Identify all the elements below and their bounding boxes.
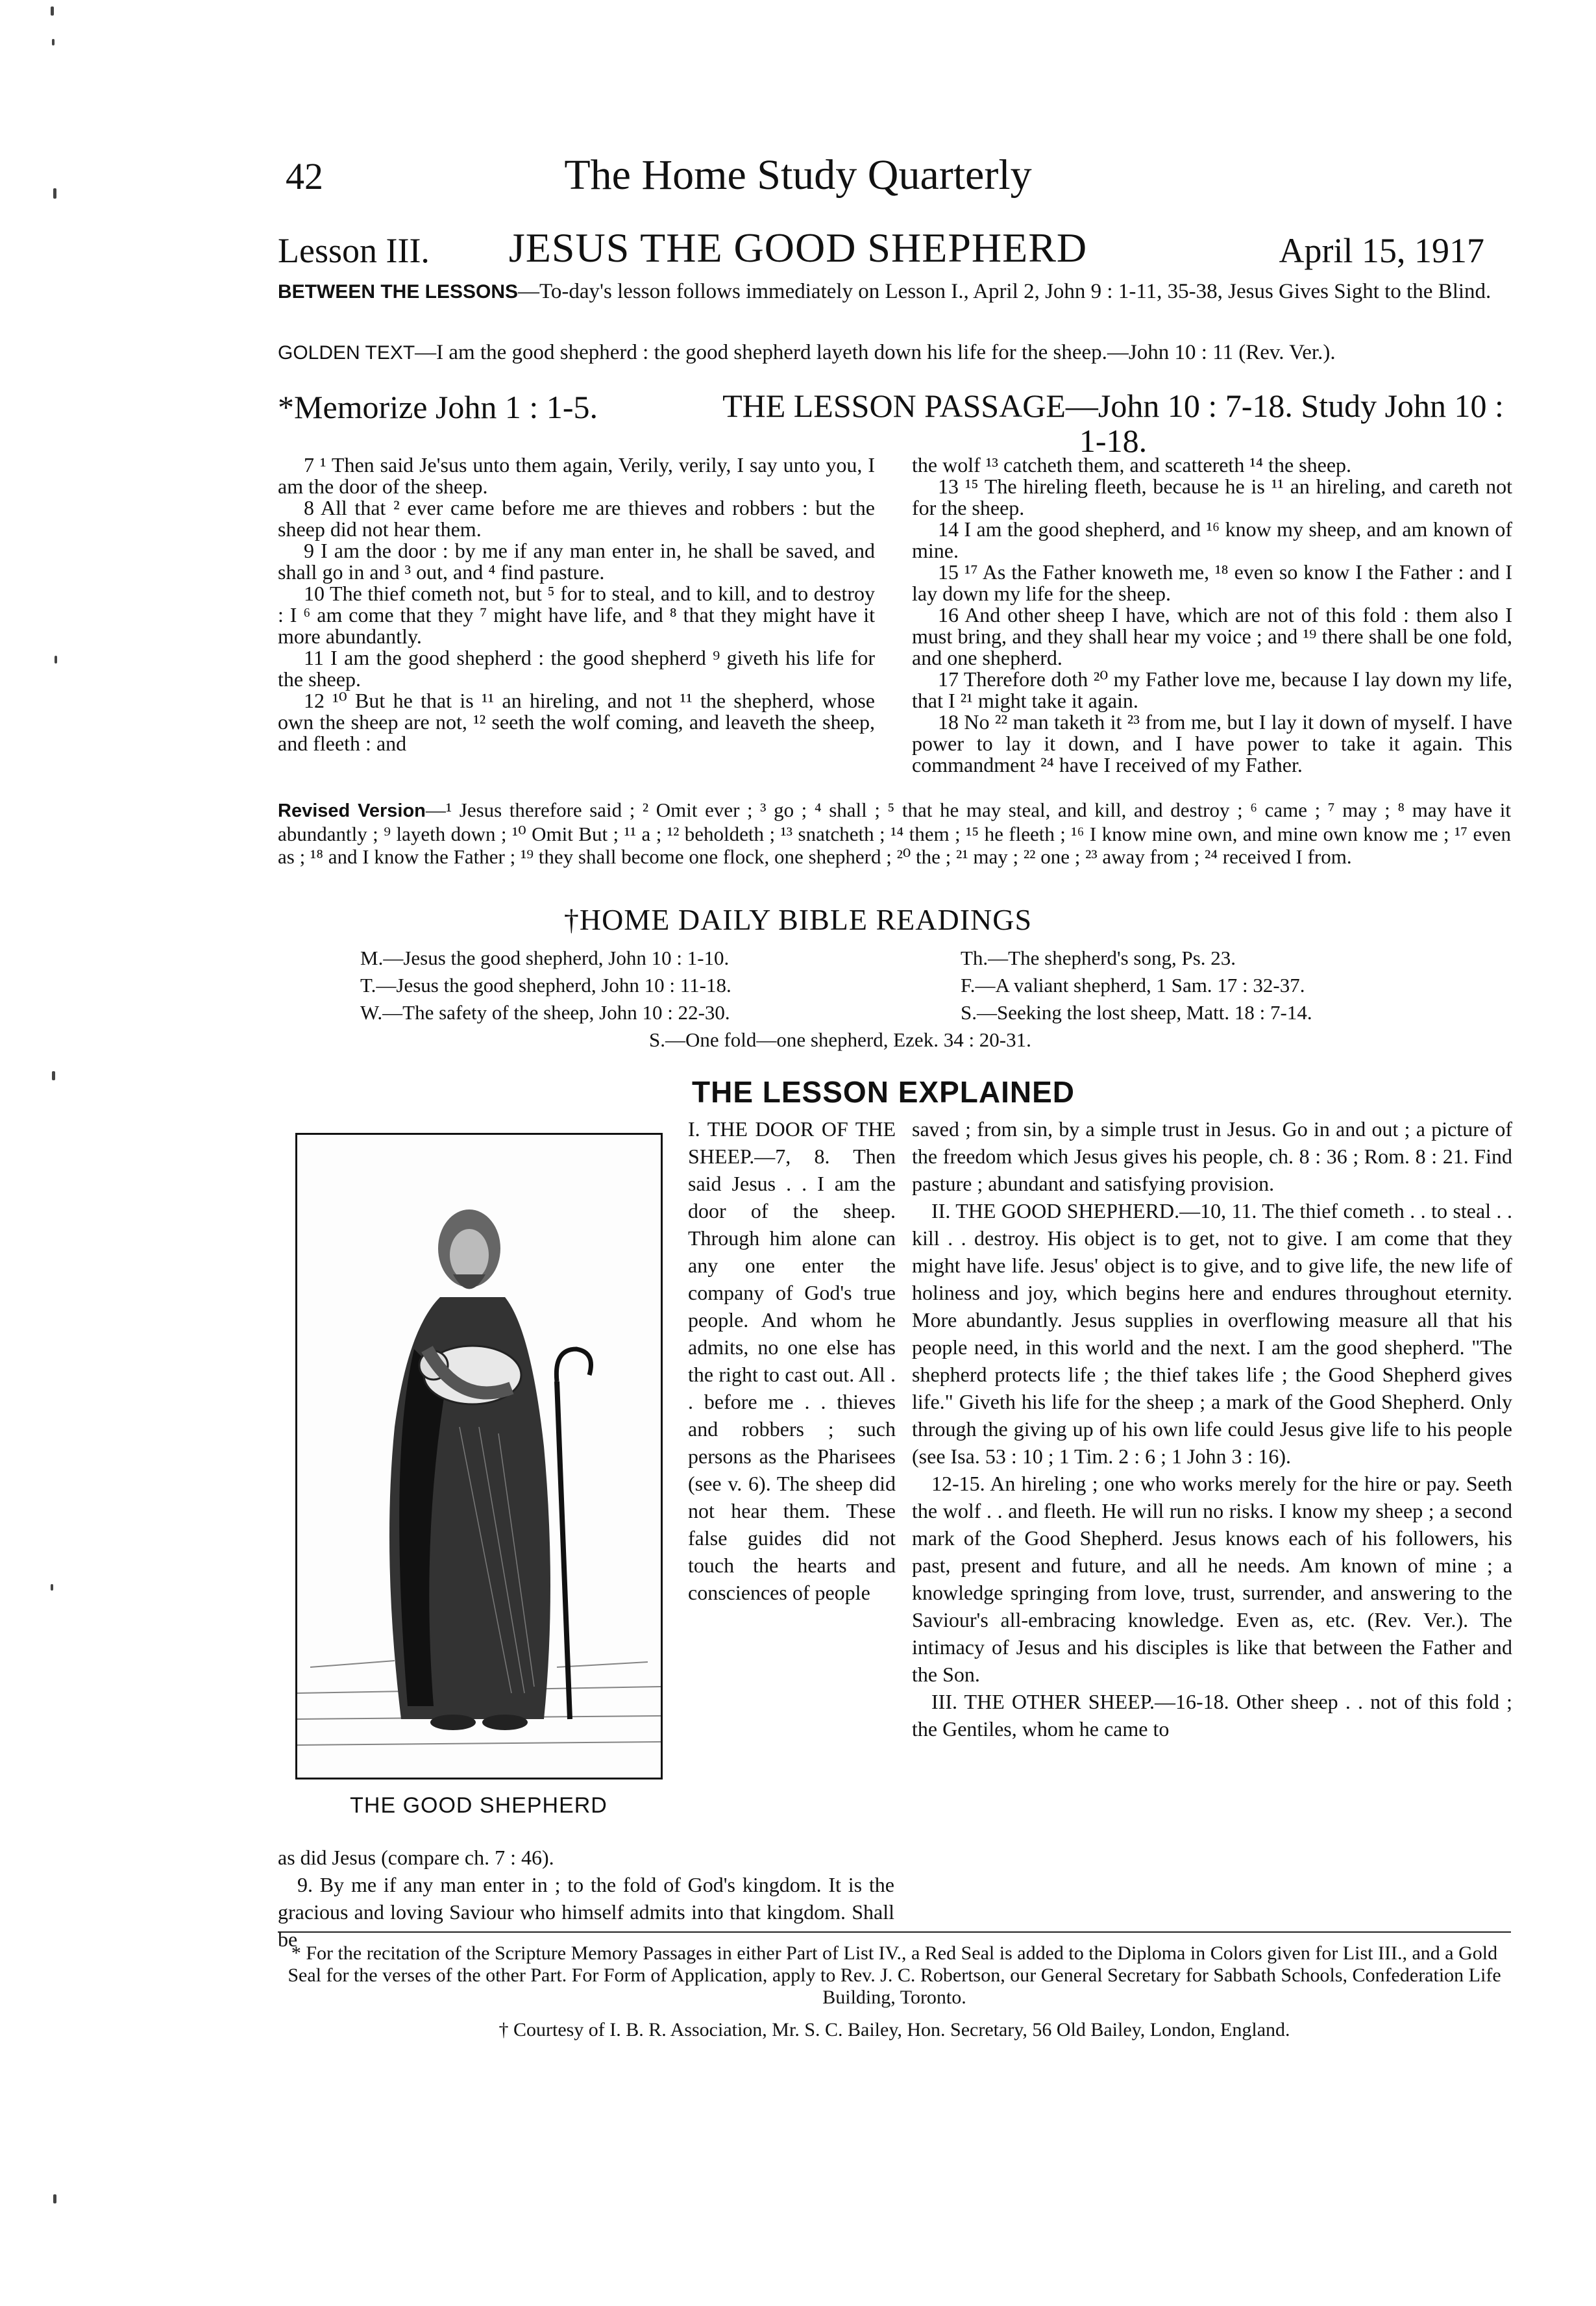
verse: 15 ¹⁷ As the Father knoweth me, ¹⁸ even so know I the Father : and I lay down my life for the sheep.: [912, 560, 1512, 605]
lesson-number: Lesson III.: [278, 231, 430, 270]
verse: 13 ¹⁵ The hireling fleeth, because he is ¹¹ an hireling, and careth not for the sheep.: [912, 475, 1512, 519]
explanation-paragraph: III. THE OTHER SHEEP.—16-18. Other sheep . . not of this fold ; the Gentiles, whom he came to: [912, 1690, 1512, 1741]
between-lessons-text: —To-day's lesson follows immediately on Lesson I., April 2, John 9 : 1-11, 35-38, Jesus Gives Sight to the Blind.: [518, 280, 1492, 303]
verse: 10 The thief cometh not, but ⁵ for to steal, and to kill, and to destroy : I ⁶ am come that they ⁷ might have life, and ⁸ that they might have it more abundantly.: [278, 582, 875, 648]
golden-text-label: GOLDEN TEXT: [278, 342, 415, 364]
reading-item: M.—Jesus the good shepherd, John 10 : 1-10.: [360, 947, 730, 969]
verse: 14 I am the good shepherd, and ¹⁶ know my sheep, and am known of mine.: [912, 517, 1512, 562]
explanation-paragraph: I. THE DOOR OF THE SHEEP.—7, 8. Then said Jesus . . I am the door of the sheep. Through him alone can any one enter the company of God's true people. And whom he admits, no one else has the right to cast out. All . . before me . . thieves and robbers ; such persons as the Pharisees (see v. 6). The sheep did not hear them. These false guides did not touch the hearts and consciences of people: [688, 1117, 896, 1604]
between-lessons-label: BETWEEN THE LESSONS: [278, 281, 519, 303]
passage-left-column: [278, 454, 875, 754]
footnote-divider: [278, 1931, 1511, 1933]
explanation-narrow-column: [688, 1115, 896, 1606]
illustration-caption: THE GOOD SHEPHERD: [350, 1793, 608, 1818]
verse: 18 No ²² man taketh it ²³ from me, but I lay it down of myself. I have power to lay it down, and I have power to take it again. This commandment ²⁴ have I received of my Father.: [912, 710, 1512, 776]
good-shepherd-illustration: [295, 1133, 663, 1779]
running-title: The Home Study Quarterly: [564, 151, 1032, 199]
explanation-paragraph: II. THE GOOD SHEPHERD.—10, 11. The thief cometh . . to steal . . kill . . destroy. His object is to get, not to give. I am come that they might have life. Jesus' object is to give, and to give life, the new life of holiness and joy, which begins here and endures throughout eternity. More abundantly. Jesus supplies in overflowing measure all that his people need, in this world and the next. I am the good shepherd. "The shepherd protects life ; the thief takes life ; the Good Shepherd gives life." Giveth his life for the sheep ; a mark of the Good Shepherd. Only through the giving up of his own life could Jesus give life to his people (see Isa. 53 : 10 ; 1 Tim. 2 : 6 ; 1 John 3 : 16).: [912, 1199, 1512, 1468]
passage-right-column: [912, 454, 1512, 776]
scan-speck: [55, 656, 57, 663]
reading-item: W.—The safety of the sheep, John 10 : 22-30.: [360, 1001, 730, 1024]
golden-text: [278, 339, 1511, 367]
verse: 9 I am the door : by me if any man enter in, he shall be saved, and shall go in and ³ out, and ⁴ find pasture.: [278, 539, 875, 584]
scan-speck: [51, 6, 54, 16]
memorize-note: *Memorize John 1 : 1-5.: [278, 389, 598, 425]
explanation-right-column: [912, 1115, 1512, 1742]
explanation-bottom-left: [278, 1844, 894, 1953]
verse: 11 I am the good shepherd : the good shepherd ⁹ giveth his life for the sheep.: [278, 646, 875, 691]
explanation-paragraph: 9. By me if any man enter in ; to the fold of God's kingdom. It is the gracious and loving Saviour who himself admits into that kingdom. Shall be: [278, 1873, 894, 1951]
reading-item: T.—Jesus the good shepherd, John 10 : 11-18.: [360, 974, 731, 997]
revised-version-label: Revised Version: [278, 800, 426, 821]
footnote-courtesy: † Courtesy of I. B. R. Association, Mr. S. C. Bailey, Hon. Secretary, 56 Old Bailey, London, England.: [498, 2019, 1290, 2040]
explanation-paragraph: as did Jesus (compare ch. 7 : 46).: [278, 1846, 554, 1869]
passage-heading: THE LESSON PASSAGE—John 10 : 7-18. Study John 10 : 1-18.: [722, 388, 1504, 459]
verse: 17 Therefore doth ²⁰ my Father love me, because I lay down my life, that I ²¹ might take it again.: [912, 667, 1512, 712]
lesson-explained-heading: THE LESSON EXPLAINED: [692, 1075, 1075, 1109]
reading-item: S.—One fold—one shepherd, Ezek. 34 : 20-31.: [649, 1028, 1031, 1051]
revised-version-notes: [278, 799, 1511, 868]
lesson-title: JESUS THE GOOD SHEPHERD: [508, 225, 1088, 271]
verse: 7 ¹ Then said Je'sus unto them again, Verily, verily, I say unto you, I am the door of the sheep.: [278, 453, 875, 498]
explanation-paragraph: saved ; from sin, by a simple trust in Jesus. Go in and out ; a picture of the freedom which Jesus gives his people, ch. 8 : 36 ; Rom. 8 : 21. Find pasture ; abundant and satisfying provision.: [912, 1117, 1512, 1195]
verse: 12 ¹⁰ But he that is ¹¹ an hireling, and not ¹¹ the shepherd, whose own the sheep are not, ¹² seeth the wolf coming, and leaveth the sheep, and fleeth : and: [278, 689, 875, 755]
scan-speck: [53, 2194, 56, 2203]
footnote-memory-passages: * For the recitation of the Scripture Memory Passages in either Part of List IV., a Red Seal is added to the Diploma in Colors given for List III., and a Gold Seal for the verses of the other Part. For Form of Application, apply to Rev. J. C. Robertson, our General Secretary for Sabbath Schools, Confederation Life Building, Toronto.: [288, 1942, 1501, 2008]
daily-readings-heading: †HOME DAILY BIBLE READINGS: [563, 903, 1033, 936]
scan-speck: [52, 1071, 55, 1080]
page-number: 42: [286, 155, 323, 197]
between-lessons: [278, 278, 1511, 306]
verse: 16 And other sheep I have, which are not of this fold : them also I must bring, and they shall hear my voice ; and ¹⁹ there shall be one fold, and one shepherd.: [912, 603, 1512, 669]
reading-item: F.—A valiant shepherd, 1 Sam. 17 : 32-37.: [961, 974, 1305, 997]
verse: the wolf ¹³ catcheth them, and scattereth ¹⁴ the sheep.: [912, 453, 1352, 477]
scan-speck: [51, 1584, 53, 1591]
scan-speck: [53, 188, 56, 199]
reading-item: S.—Seeking the lost sheep, Matt. 18 : 7-14.: [961, 1001, 1312, 1024]
golden-text-body: —I am the good shepherd : the good shepherd layeth down his life for the sheep.—John 10 : 11 (Rev. Ver.).: [415, 341, 1336, 364]
lesson-date: April 15, 1917: [1279, 231, 1484, 270]
reading-item: Th.—The shepherd's song, Ps. 23.: [961, 947, 1236, 969]
shepherd-engraving-icon: [297, 1135, 661, 1778]
explanation-paragraph: 12-15. An hireling ; one who works merely for the hire or pay. Seeth the wolf . . and fleeth. He will run no risks. I know my sheep ; a second mark of the Good Shepherd. Jesus knows each of his followers, his past, present and future, and all he needs. Am known of mine ; a knowledge springing from love, trust, surrender, and answering to the Saviour's all-embracing knowledge. Even as, etc. (Rev. Ver.). The intimacy of Jesus and his disciples is like that between the Father and the Son.: [912, 1472, 1512, 1686]
revised-version-text: —¹ Jesus therefore said ; ² Omit ever ; ³ go ; ⁴ shall ; ⁵ that he may steal, and kill, and destroy ; ⁶ came ; ⁷ may ; ⁸ may have it abundantly ; ⁹ layeth down ; ¹⁰ Omit But ; ¹¹ a ; ¹² beholdeth ; ¹³ snatcheth ; ¹⁴ them ; ¹⁵ he fleeth ; ¹⁶ I know mine own, and mine own know me ; ¹⁷ even as ; ¹⁸ and I know the Father ; ¹⁹ they shall become one flock, one shepherd ; ²⁰ the ; ²¹ may ; ²² one ; ²³ away from ; ²⁴ received I from.: [278, 799, 1511, 868]
verse: 8 All that ² ever came before me are thieves and robbers : but the sheep did not hear them.: [278, 496, 875, 541]
scan-speck: [52, 39, 55, 45]
